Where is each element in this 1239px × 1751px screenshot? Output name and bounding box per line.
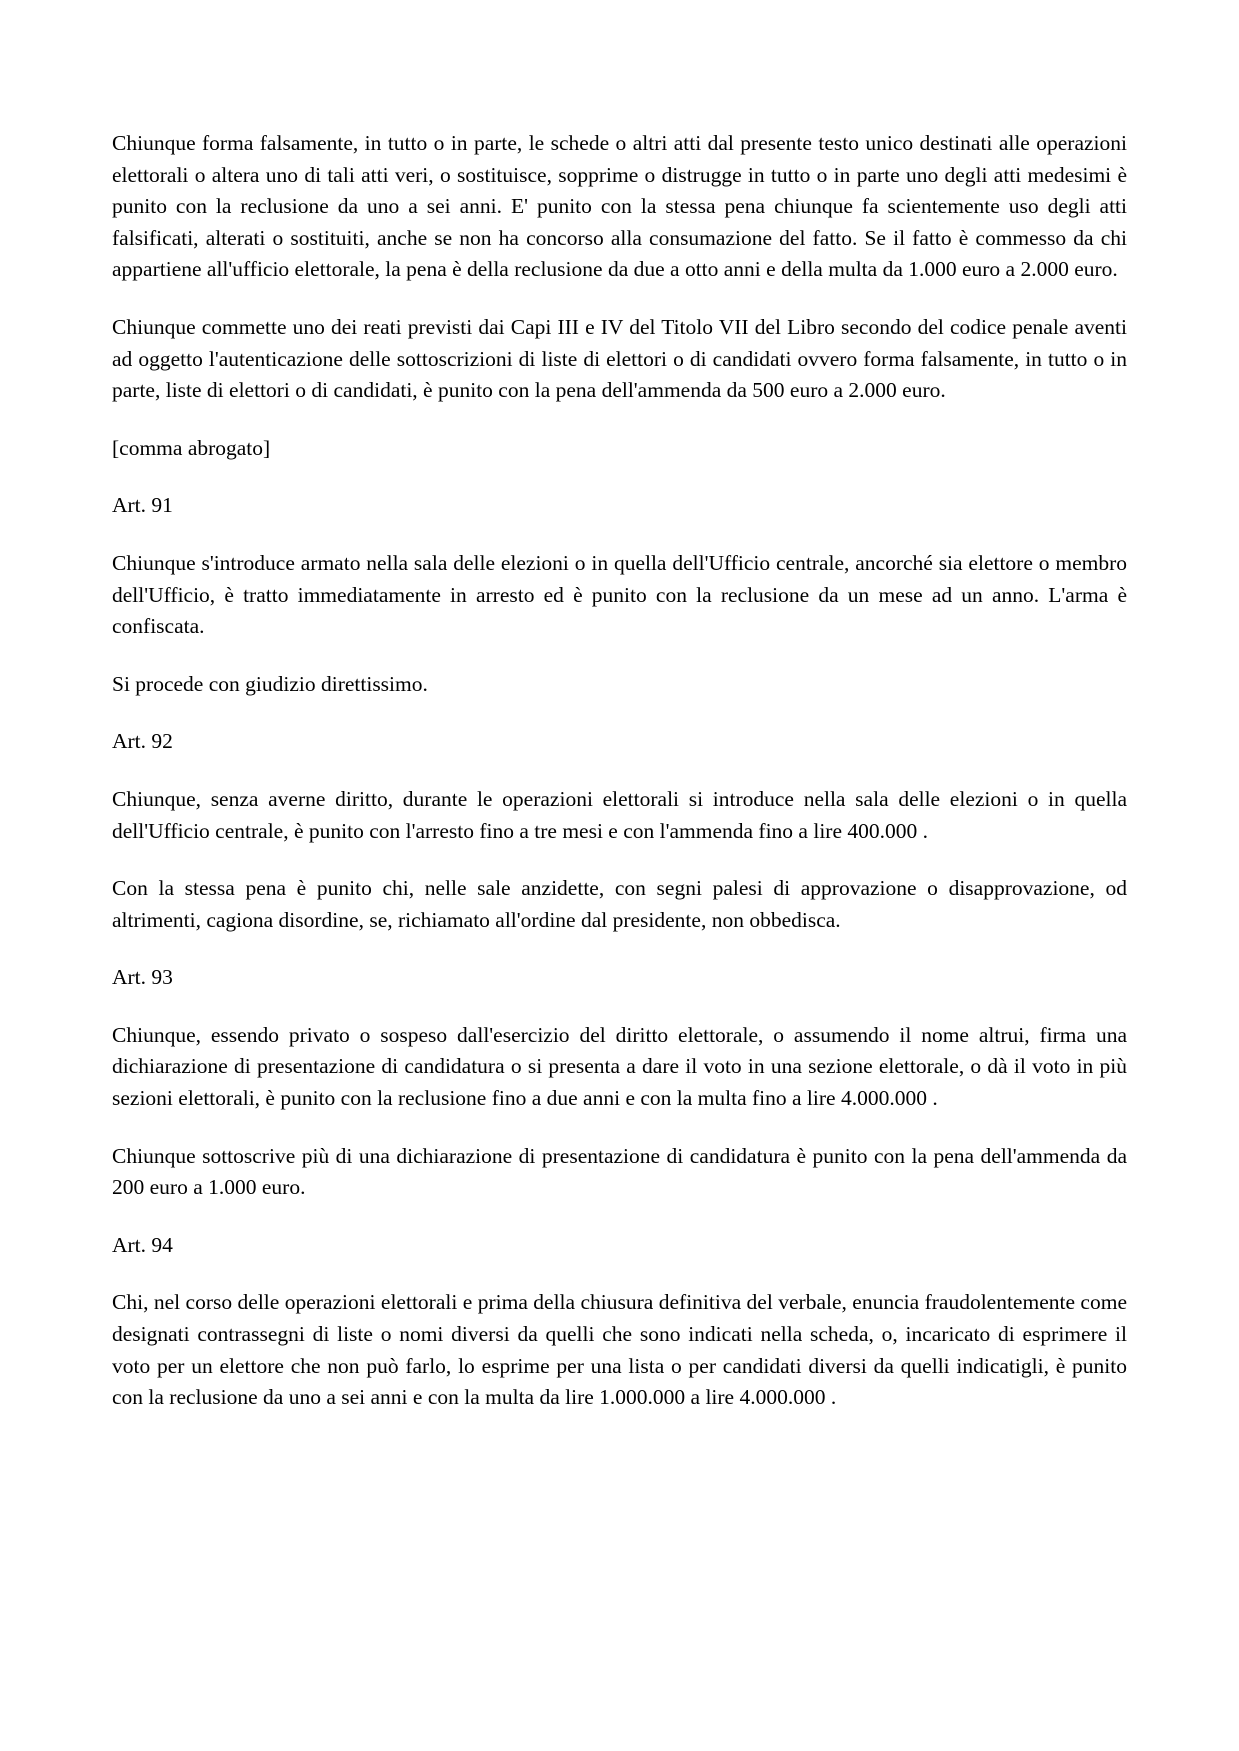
paragraph-art94-1: Chi, nel corso delle operazioni elettorali e prima della chiusura definitiva del verbale, enuncia fraudolentemente come designati contrassegni di liste o nomi diversi da quelli che sono indicati nella scheda, o, incaricato di esprimere il voto per un elettore che non può farlo, lo esprime per una lista o per candidati diversi da quelli indicatigli, è punito con la reclusione da uno a sei anni e con la multa da lire 1.000.000 a lire 4.000.000 .	[112, 1290, 1127, 1410]
heading-art-92: Art. 92	[112, 729, 173, 754]
heading-art-93: Art. 93	[112, 965, 173, 990]
paragraph-art91-1: Chiunque s'introduce armato nella sala delle elezioni o in quella dell'Ufficio centrale, ancorché sia elettore o membro dell'Ufficio, è tratto immediatamente in arresto ed è punito con la reclusione da un mese ad un anno. L'arma è confiscata.	[112, 550, 1127, 639]
heading-art-94: Art. 94	[112, 1232, 173, 1257]
paragraph-art90-1: Chiunque forma falsamente, in tutto o in parte, le schede o altri atti dal presente testo unico destinati alle operazioni elettorali o altera uno di tali atti veri, o sostituisce, sopprime o distrugge in tutto o in parte uno degli atti medesimi è punito con la reclusione da uno a sei anni. E' punito con la stessa pena chiunque fa scientemente uso degli atti falsificati, alterati o sostituiti, anche se non ha concorso alla consumazione del fatto. Se il fatto è commesso da chi appartiene all'ufficio elettorale, la pena è della reclusione da due a otto anni e della multa da 1.000 euro a 2.000 euro.	[112, 131, 1127, 282]
paragraph-art92-1: Chiunque, senza averne diritto, durante le operazioni elettorali si introduce nella sala delle elezioni o in quella dell'Ufficio centrale, è punito con l'arresto fino a tre mesi e con l'ammenda fino a lire 400.000 .	[112, 786, 1127, 843]
paragraph-art92-2: Con la stessa pena è punito chi, nelle sale anzidette, con segni palesi di approvazione o disapprovazione, od altrimenti, cagiona disordine, se, richiamato all'ordine dal presidente, non obbedisca.	[112, 876, 1127, 932]
paragraph-art93-1: Chiunque, essendo privato o sospeso dall'esercizio del diritto elettorale, o assumendo il nome altrui, firma una dichiarazione di presentazione di candidatura o si presenta a dare il voto in una sezione elettorale, o dà il voto in più sezioni elettorali, è punito con la reclusione fino a due anni e con la multa fino a lire 4.000.000 .	[112, 1022, 1127, 1111]
paragraph-comma-abrogato: [comma abrogato]	[112, 435, 271, 460]
paragraph-art93-2: Chiunque sottoscrive più di una dichiarazione di presentazione di candidatura è punito con la pena dell'ammenda da 200 euro a 1.000 euro.	[112, 1143, 1127, 1200]
document-body	[112, 128, 1127, 1414]
heading-art-91: Art. 91	[112, 493, 173, 518]
paragraph-art91-2: Si procede con giudizio direttissimo.	[112, 671, 428, 696]
paragraph-art90-2: Chiunque commette uno dei reati previsti dai Capi III e IV del Titolo VII del Libro secondo del codice penale aventi ad oggetto l'autenticazione delle sottoscrizioni di liste di elettori o di candidati ovvero forma falsamente, in tutto o in parte, liste di elettori o di candidati, è punito con la pena dell'ammenda da 500 euro a 2.000 euro.	[112, 314, 1127, 403]
